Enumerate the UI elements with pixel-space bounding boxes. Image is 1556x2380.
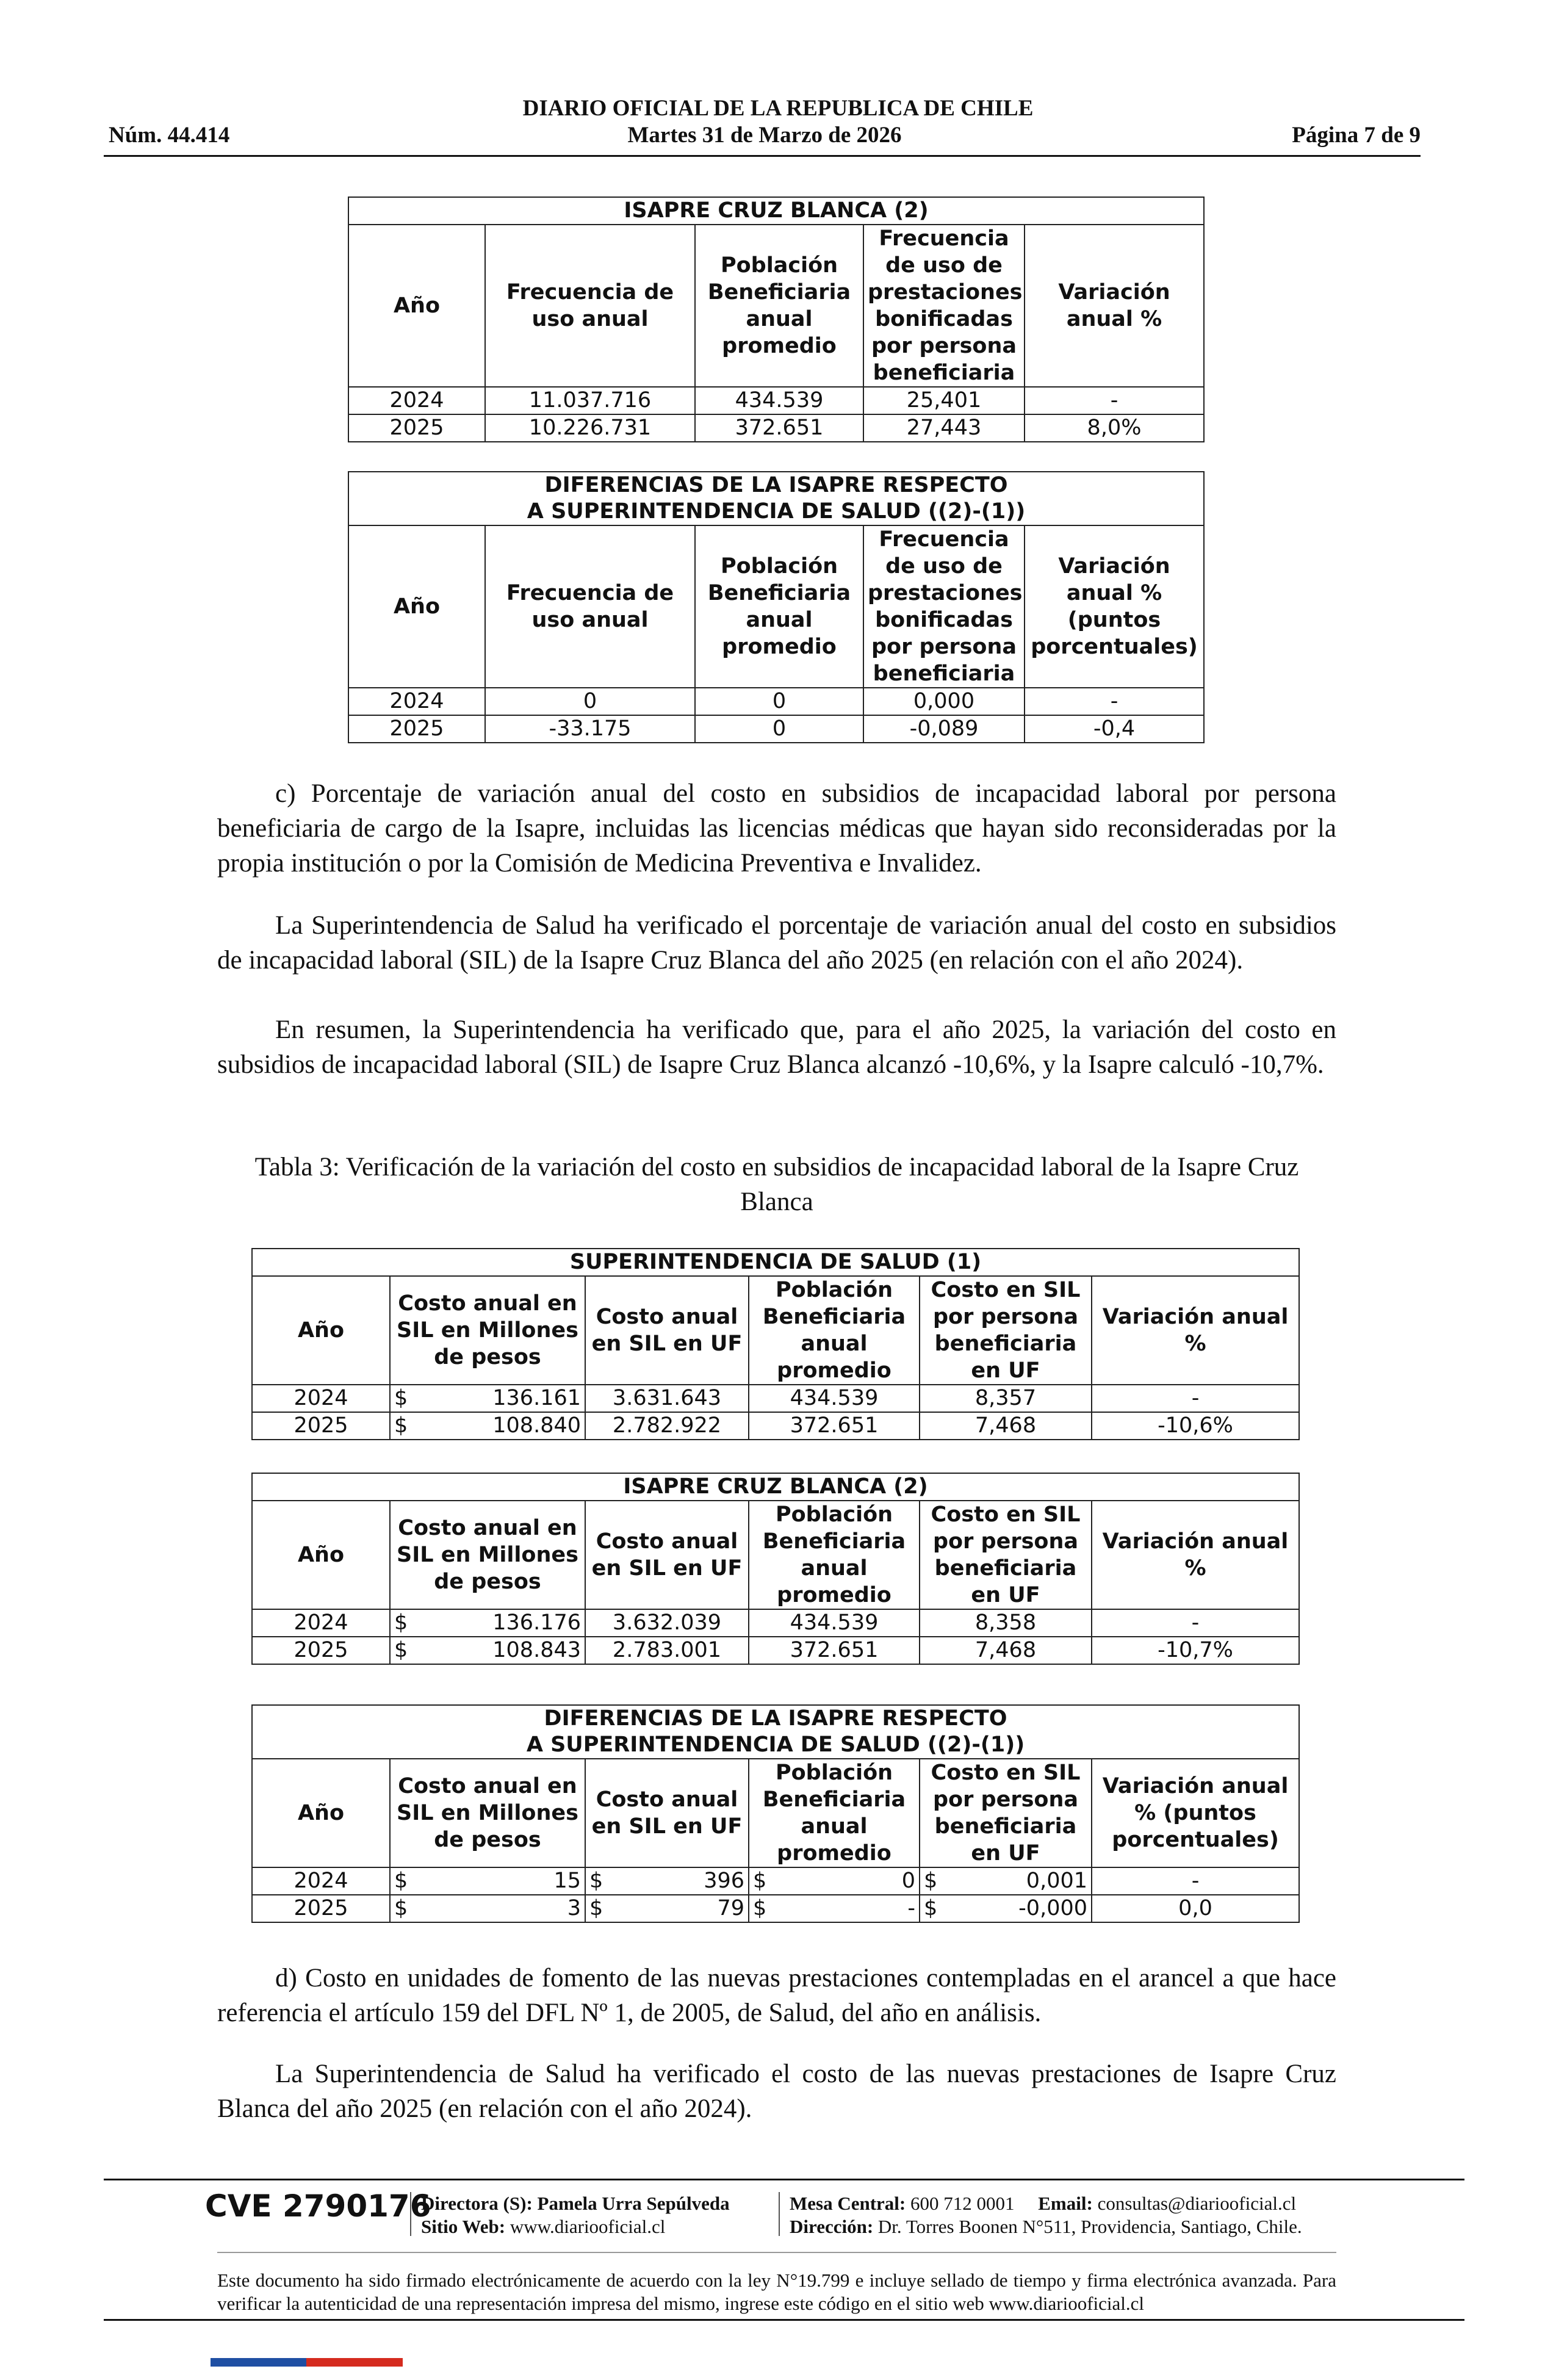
table-row <box>252 1412 1299 1440</box>
table-sil-superintendencia <box>251 1248 1300 1440</box>
col-header-variation: Variación anual % <box>1025 225 1204 387</box>
col-header-cost-pesos: Costo anual en SIL en Millones de pesos <box>390 1759 585 1867</box>
col-header-population: Población Beneficiaria anual promedio <box>749 1501 920 1609</box>
cell-population: 434.539 <box>749 1609 920 1637</box>
footer-divider-bottom <box>104 2319 1464 2321</box>
cell-frequency: -33.175 <box>485 715 695 743</box>
table-row <box>348 414 1204 442</box>
issue-date: Martes 31 de Marzo de 2026 <box>627 123 902 148</box>
table-row <box>348 387 1204 414</box>
currency-symbol: $ <box>753 1869 767 1893</box>
table3-caption: Tabla 3: Verificación de la variación del costo en subsidios de incapacidad laboral de la Isapre Cruz Blanca <box>254 1153 1299 1216</box>
cell-cost-pesos: 136.176 <box>422 1609 585 1637</box>
cell-cost-pesos: 3 <box>422 1895 585 1922</box>
cell-population <box>749 1867 920 1895</box>
issue-number: Núm. 44.414 <box>109 123 230 148</box>
cell-variation: - <box>1092 1609 1299 1637</box>
col-header-cost-per-person: Costo en SIL por persona beneficiaria en UF <box>920 1759 1092 1867</box>
cell-cost-uf: 2.782.922 <box>585 1412 749 1440</box>
cell-variation: - <box>1025 688 1204 715</box>
signature-notice: Este documento ha sido firmado electrónicamente de acuerdo con la ley N°19.799 e incluye sellado de tiempo y firma electrónica avanzada. Para verificar la autenticidad de una representación impresa del mismo, ingrese este código en el sitio web www.diariooficial.cl <box>217 2270 1336 2314</box>
cve-code: CVE 2790176 <box>205 2188 431 2224</box>
currency-symbol: $ <box>589 1896 603 1920</box>
currency-symbol: $ <box>753 1896 767 1920</box>
col-header-population: Población Beneficiaria anual promedio <box>749 1759 920 1867</box>
paragraph-item-d <box>217 1961 1336 2030</box>
directora-name: Pamela Urra Sepúlveda <box>537 2193 730 2214</box>
col-header-year: Año <box>348 225 485 387</box>
cell-variation: 0,0 <box>1092 1895 1299 1922</box>
footer-separator <box>779 2192 780 2236</box>
cell-frequency-per-person: 27,443 <box>863 414 1025 442</box>
footer-divider-top <box>104 2179 1464 2180</box>
cell-year: 2025 <box>252 1637 390 1664</box>
col-header-cost-pesos: Costo anual en SIL en Millones de pesos <box>390 1501 585 1609</box>
flag-stripe-red <box>306 2358 403 2367</box>
paragraph-d-verification <box>217 2057 1336 2126</box>
table-title <box>252 1705 1299 1759</box>
cell-variation: - <box>1092 1867 1299 1895</box>
footer-contact-left <box>421 2192 730 2238</box>
cell-frequency: 11.037.716 <box>485 387 695 414</box>
cell-frequency: 10.226.731 <box>485 414 695 442</box>
cell-currency: $ <box>390 1895 422 1922</box>
header-row <box>109 122 1421 150</box>
cell-cost-uf: 2.783.001 <box>585 1637 749 1664</box>
cell-value: -0,000 <box>1018 1896 1087 1920</box>
footer-separator <box>410 2192 411 2236</box>
currency-symbol: $ <box>589 1869 603 1893</box>
cell-population: 0 <box>695 688 863 715</box>
paragraph-c-verification <box>217 908 1336 978</box>
item-d-text: d) Costo en unidades de fomento de las nuevas prestaciones contempladas en el arancel a que hace referencia el artículo 159 del DFL Nº 1, de 2005, de Salud, del año en análisis. <box>217 1964 1336 2027</box>
cell-currency: $ <box>390 1385 422 1412</box>
paragraph-c-summary <box>217 1012 1336 1082</box>
cell-frequency: 0 <box>485 688 695 715</box>
website-link[interactable]: www.diariooficial.cl <box>510 2216 666 2237</box>
cell-year: 2024 <box>348 387 485 414</box>
address-value: Dr. Torres Boonen N°511, Providencia, Santiago, Chile. <box>877 2216 1302 2237</box>
cell-cost-uf: 3.631.643 <box>585 1385 749 1412</box>
cell-frequency-per-person: 0,000 <box>863 688 1025 715</box>
col-header-frequency-per-person: Frecuencia de uso de prestaciones bonificadas por persona beneficiaria <box>863 525 1025 688</box>
col-header-cost-uf: Costo anual en SIL en UF <box>585 1276 749 1385</box>
col-header-variation: Variación anual % <box>1092 1276 1299 1385</box>
masthead-title: DIARIO OFICIAL DE LA REPUBLICA DE CHILE <box>522 96 1034 121</box>
col-header-population: Población Beneficiaria anual promedio <box>749 1276 920 1385</box>
paragraph-item-c <box>217 776 1336 881</box>
table-row <box>252 1895 1299 1922</box>
email-link[interactable]: consultas@diariooficial.cl <box>1097 2193 1297 2214</box>
cell-year: 2025 <box>252 1895 390 1922</box>
table-row <box>252 1637 1299 1664</box>
cell-year: 2024 <box>252 1867 390 1895</box>
table-title: ISAPRE CRUZ BLANCA (2) <box>348 197 1204 225</box>
cell-population: 372.651 <box>749 1637 920 1664</box>
currency-symbol: $ <box>924 1869 938 1893</box>
cell-currency: $ <box>390 1867 422 1895</box>
col-header-population: Población Beneficiaria anual promedio <box>695 525 863 688</box>
cell-value: 0 <box>901 1869 915 1893</box>
cell-year: 2025 <box>348 414 485 442</box>
cell-population: 434.539 <box>749 1385 920 1412</box>
c-summary-text: En resumen, la Superintendencia ha verificado que, para el año 2025, la variación del costo en subsidios de incapacidad laboral (SIL) de Isapre Cruz Blanca alcanzó -10,6%, y la Isapre calculó -10,7%. <box>217 1015 1336 1079</box>
col-header-year: Año <box>252 1276 390 1385</box>
cell-variation: -10,7% <box>1092 1637 1299 1664</box>
mesa-phone: 600 712 0001 <box>910 2193 1015 2214</box>
website-label: Sitio Web: <box>421 2216 506 2237</box>
col-header-year: Año <box>252 1759 390 1867</box>
cell-currency: $ <box>390 1412 422 1440</box>
table-sil-isapre <box>251 1473 1300 1665</box>
col-header-cost-uf: Costo anual en SIL en UF <box>585 1501 749 1609</box>
cell-year: 2025 <box>252 1412 390 1440</box>
cell-variation: 8,0% <box>1025 414 1204 442</box>
cell-frequency-per-person: 25,401 <box>863 387 1025 414</box>
cell-value: 0,001 <box>1026 1869 1087 1893</box>
cell-cost-uf <box>585 1895 749 1922</box>
page-indicator: Página 7 de 9 <box>1292 123 1421 148</box>
col-header-frequency: Frecuencia de uso anual <box>485 525 695 688</box>
cell-value: - <box>907 1896 915 1920</box>
d-verification-text: La Superintendencia de Salud ha verificado el costo de las nuevas prestaciones de Isapre Cruz Blanca del año 2025 (en relación con el año 2024). <box>217 2060 1336 2123</box>
table-row <box>252 1385 1299 1412</box>
cell-value: 396 <box>704 1869 744 1893</box>
cell-cost-uf <box>585 1867 749 1895</box>
cell-cost-uf: 3.632.039 <box>585 1609 749 1637</box>
table-row <box>348 688 1204 715</box>
cell-cost-pesos: 108.840 <box>422 1412 585 1440</box>
col-header-cost-per-person: Costo en SIL por persona beneficiaria en UF <box>920 1501 1092 1609</box>
table-title-line1: DIFERENCIAS DE LA ISAPRE RESPECTO <box>544 473 1008 497</box>
cell-cost-per-person <box>920 1867 1092 1895</box>
cell-variation: - <box>1092 1385 1299 1412</box>
col-header-frequency: Frecuencia de uso anual <box>485 225 695 387</box>
table-title: ISAPRE CRUZ BLANCA (2) <box>252 1473 1299 1501</box>
cell-value: 79 <box>717 1896 744 1920</box>
cell-variation: -10,6% <box>1092 1412 1299 1440</box>
cell-year: 2024 <box>252 1609 390 1637</box>
table-title-line1: DIFERENCIAS DE LA ISAPRE RESPECTO <box>544 1706 1007 1731</box>
cell-variation: - <box>1025 387 1204 414</box>
table-row <box>348 715 1204 743</box>
table-title-line2: A SUPERINTENDENCIA DE SALUD ((2)-(1)) <box>526 1733 1025 1757</box>
cell-cost-per-person: 8,357 <box>920 1385 1092 1412</box>
col-header-frequency-per-person: Frecuencia de uso de prestaciones bonificadas por persona beneficiaria <box>863 225 1025 387</box>
cell-population <box>749 1895 920 1922</box>
cell-cost-per-person: 7,468 <box>920 1412 1092 1440</box>
col-header-cost-per-person: Costo en SIL por persona beneficiaria en UF <box>920 1276 1092 1385</box>
cell-cost-per-person: 8,358 <box>920 1609 1092 1637</box>
cell-population: 372.651 <box>695 414 863 442</box>
col-header-year: Año <box>252 1501 390 1609</box>
col-header-cost-pesos: Costo anual en SIL en Millones de pesos <box>390 1276 585 1385</box>
cell-cost-per-person <box>920 1895 1092 1922</box>
table-row <box>252 1867 1299 1895</box>
item-c-text: c) Porcentaje de variación anual del costo en subsidios de incapacidad laboral por persona beneficiaria de cargo de la Isapre, incluidas las licencias médicas que hayan sido reconsideradas por la propia institución o por la Comisión de Medicina Preventiva e Invalidez. <box>217 779 1336 878</box>
cell-variation: -0,4 <box>1025 715 1204 743</box>
directora-label: Directora (S): <box>421 2193 533 2214</box>
cell-cost-pesos: 15 <box>422 1867 585 1895</box>
cell-year: 2025 <box>348 715 485 743</box>
table-frequency-isapre <box>348 197 1205 442</box>
footer-contact-right <box>790 2192 1302 2238</box>
mesa-label: Mesa Central: <box>790 2193 906 2214</box>
col-header-variation: Variación anual % (puntos porcentuales) <box>1092 1759 1299 1867</box>
col-header-variation: Variación anual % <box>1092 1501 1299 1609</box>
cell-frequency-per-person: -0,089 <box>863 715 1025 743</box>
cell-cost-pesos: 108.843 <box>422 1637 585 1664</box>
currency-symbol: $ <box>924 1896 938 1920</box>
table-row <box>252 1609 1299 1637</box>
address-label: Dirección: <box>790 2216 874 2237</box>
email-label: Email: <box>1038 2193 1093 2214</box>
header-divider <box>104 155 1421 157</box>
col-header-variation: Variación anual % (puntos porcentuales) <box>1025 525 1204 688</box>
cell-cost-per-person: 7,468 <box>920 1637 1092 1664</box>
flag-stripe-blue <box>211 2358 306 2367</box>
cell-population: 372.651 <box>749 1412 920 1440</box>
cell-year: 2024 <box>348 688 485 715</box>
cell-year: 2024 <box>252 1385 390 1412</box>
table-sil-differences <box>251 1704 1300 1923</box>
c-verification-text: La Superintendencia de Salud ha verificado el porcentaje de variación anual del costo en subsidios de incapacidad laboral (SIL) de la Isapre Cruz Blanca del año 2025 (en relación con el año 2024). <box>217 911 1336 975</box>
col-header-population: Población Beneficiaria anual promedio <box>695 225 863 387</box>
flag-stripe <box>211 2358 403 2367</box>
cell-currency: $ <box>390 1637 422 1664</box>
footer-divider-middle <box>217 2252 1336 2253</box>
col-header-cost-uf: Costo anual en SIL en UF <box>585 1759 749 1867</box>
table-title: SUPERINTENDENCIA DE SALUD (1) <box>252 1249 1299 1276</box>
cell-population: 434.539 <box>695 387 863 414</box>
cell-cost-pesos: 136.161 <box>422 1385 585 1412</box>
table-frequency-differences <box>348 471 1205 743</box>
table-title-line2: A SUPERINTENDENCIA DE SALUD ((2)-(1)) <box>527 499 1026 524</box>
table-title <box>348 472 1204 525</box>
cell-population: 0 <box>695 715 863 743</box>
col-header-year: Año <box>348 525 485 688</box>
cell-currency: $ <box>390 1609 422 1637</box>
